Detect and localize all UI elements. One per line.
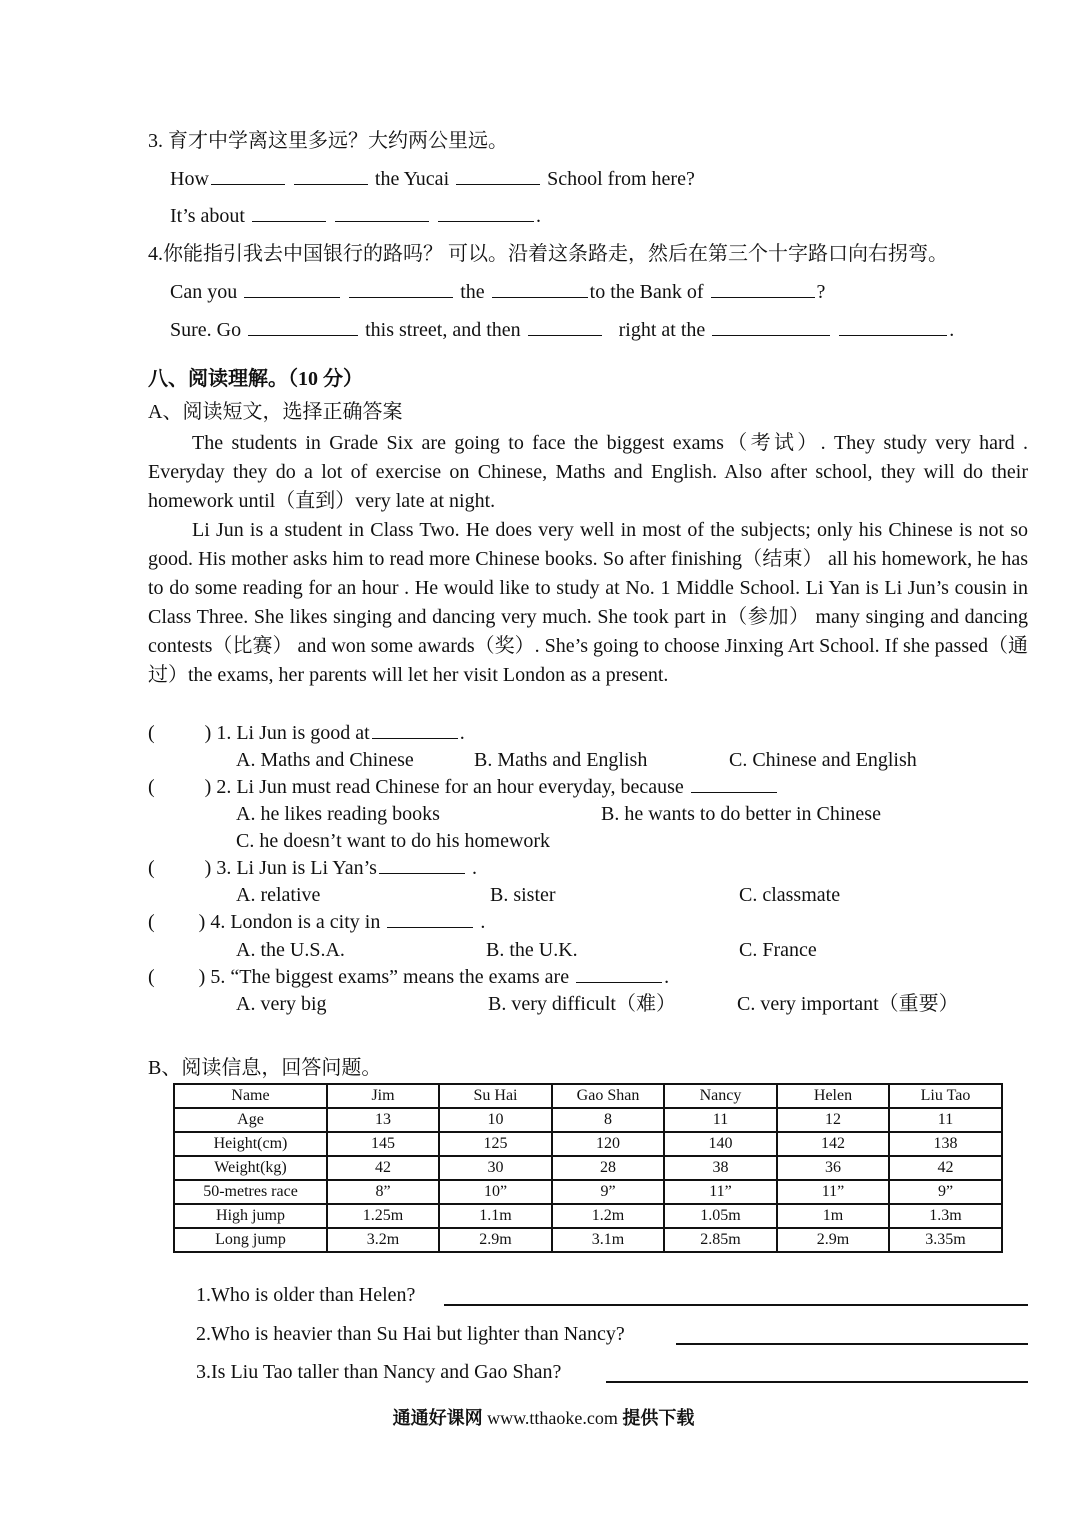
q4-line1-qmark: ?: [816, 281, 826, 303]
table-header-cell: Gao Shan: [552, 1084, 664, 1108]
q4a-paren-close: ): [198, 911, 206, 933]
q3-option-a[interactable]: A. relative: [236, 884, 321, 906]
q1-blank[interactable]: [372, 720, 458, 739]
table-cell: 9”: [552, 1180, 664, 1204]
q2-option-c[interactable]: C. he doesn’t want to do his homework: [236, 830, 551, 852]
q5-option-c[interactable]: C. very important（重要）: [737, 993, 959, 1015]
table-cell: 38: [664, 1156, 777, 1180]
partA-question-1: [148, 720, 465, 746]
table-row: [174, 1108, 1002, 1132]
table-cell: 8: [552, 1108, 664, 1132]
partB-question-1: 1.Who is older than Helen?: [196, 1284, 416, 1306]
table-cell: 42: [889, 1156, 1002, 1180]
table-cell: 125: [439, 1132, 552, 1156]
q3-blank-6[interactable]: [438, 203, 534, 222]
table-header-cell: Liu Tao: [889, 1084, 1002, 1108]
q4-line2-period: .: [949, 319, 955, 341]
table-row: [174, 1156, 1002, 1180]
q3-blank-2[interactable]: [294, 166, 368, 185]
q4-blank-1[interactable]: [244, 279, 340, 298]
table-row: [174, 1204, 1002, 1228]
q5-end: .: [664, 966, 670, 988]
q5-option-a[interactable]: A. very big: [236, 993, 327, 1015]
table-cell: 145: [327, 1132, 439, 1156]
partA-question-4: [148, 909, 485, 935]
partB-title: B、阅读信息，回答问题。: [148, 1057, 382, 1079]
q4-blank-3[interactable]: [492, 279, 588, 298]
table-cell: 12: [777, 1108, 889, 1132]
table-cell: 1m: [777, 1204, 889, 1228]
q4-chinese: 4.你能指引我去中国银行的路吗？ 可以。沿着这条路走，然后在第三个十字路口向右拐弯。: [148, 243, 948, 265]
table-header-cell: Helen: [777, 1084, 889, 1108]
q4a-stem: 4. London is a city in: [210, 911, 381, 933]
q3-line1-text-school: School from here?: [547, 168, 695, 190]
q4a-option-b[interactable]: B. the U.K.: [486, 939, 578, 961]
partA-question-2: [148, 774, 779, 800]
table-header-row: [174, 1084, 1002, 1108]
q2-option-a[interactable]: A. he likes reading books: [236, 803, 440, 825]
table-cell: 1.3m: [889, 1204, 1002, 1228]
table-cell: 3.2m: [327, 1228, 439, 1252]
table-cell: 120: [552, 1132, 664, 1156]
q4a-option-a[interactable]: A. the U.S.A.: [236, 939, 345, 961]
q4-line2-text-right: right at the: [618, 319, 706, 341]
partA-passage: [148, 429, 1028, 690]
q4a-option-c[interactable]: C. France: [739, 939, 817, 961]
q4-blank-4[interactable]: [711, 279, 815, 298]
q4-blank-2[interactable]: [349, 279, 453, 298]
q5-paren-close: ): [198, 966, 206, 988]
partB-question-3: 3.Is Liu Tao taller than Nancy and Gao Shan?: [196, 1361, 562, 1383]
q1-paren-close: ): [204, 722, 212, 744]
q3-blank-1[interactable]: [211, 166, 285, 185]
q1-option-a[interactable]: A. Maths and Chinese: [236, 749, 414, 771]
table-cell: 11”: [777, 1180, 889, 1204]
table-cell: 28: [552, 1156, 664, 1180]
q1-end: .: [459, 722, 465, 744]
table-cell: 142: [777, 1132, 889, 1156]
q3-option-c[interactable]: C. classmate: [739, 884, 841, 906]
q3-line1: [170, 166, 695, 192]
table-header-cell: Su Hai: [439, 1084, 552, 1108]
q2-blank[interactable]: [691, 774, 777, 793]
table-header-cell: Name: [174, 1084, 327, 1108]
table-cell: 2.9m: [777, 1228, 889, 1252]
table-cell: 8”: [327, 1180, 439, 1204]
table-row-label: Weight(kg): [174, 1156, 327, 1180]
q3-blank-5[interactable]: [335, 203, 429, 222]
q4-blank-7[interactable]: [712, 317, 830, 336]
partA-title: A、阅读短文，选择正确答案: [148, 401, 403, 423]
partA-question-5: [148, 964, 669, 990]
q2-paren-close: ): [204, 776, 212, 798]
q5-paren-open: (: [148, 966, 155, 988]
q3-blank-4[interactable]: [252, 203, 326, 222]
q5-stem: 5. “The biggest exams” means the exams are: [210, 966, 570, 988]
q1-paren-open: (: [148, 722, 155, 744]
table-cell: 30: [439, 1156, 552, 1180]
table-cell: 11: [664, 1108, 777, 1132]
table-row: [174, 1132, 1002, 1156]
table-cell: 11”: [664, 1180, 777, 1204]
table-cell: 42: [327, 1156, 439, 1180]
partB-answer-line-3[interactable]: [606, 1381, 1028, 1383]
info-table-body: [174, 1084, 1002, 1252]
q5-option-b[interactable]: B. very difficult（难）: [488, 993, 676, 1015]
q3-stem: 3. Li Jun is Li Yan’s: [216, 857, 377, 879]
q4-line2-text-surego: Sure. Go: [170, 319, 242, 341]
passage-paragraph-2: Li Jun is a student in Class Two. He does very well in most of the subjects; only his Chinese is not so good. His mother asks him to read more Chinese books. So after finishing（结束） all his homework, he has to do some reading for an hour . He would like to study at No. 1 Middle School. Li Yan is Li Jun’s cousin in Class Three. She likes singing and dancing very much. She took part in（参加） many singing and dancing contests（比赛） and won some awards（奖）. She’s going to choose Jinxing Art School. If she passed（通过）the exams, her parents will let her visit London as a present.: [148, 519, 1028, 686]
q4-line1-text-canyou: Can you: [170, 281, 238, 303]
table-cell: 36: [777, 1156, 889, 1180]
partA-question-3: [148, 855, 477, 881]
q4-line2: [170, 317, 954, 343]
table-cell: 1.1m: [439, 1204, 552, 1228]
q4-line1-text-bank: to the Bank of: [589, 281, 704, 303]
table-cell: 3.1m: [552, 1228, 664, 1252]
q3-end: .: [471, 857, 477, 879]
q4-line2-text-street: this street, and then: [365, 319, 521, 341]
q3-paren-close: ): [204, 857, 212, 879]
q4-blank-6[interactable]: [528, 317, 602, 336]
section8-title: 八、阅读理解。（10 分）: [148, 368, 363, 390]
table-cell: 11: [889, 1108, 1002, 1132]
passage-paragraph-1: The students in Grade Six are going to face the biggest exams（考试）. They study very hard . Everyday they do a lot of exercise on Chinese, Maths and English. Also after school, they will do their homework until（直到）very late at night.: [148, 432, 1028, 512]
q3-option-b[interactable]: B. sister: [490, 884, 556, 906]
table-cell: 2.9m: [439, 1228, 552, 1252]
table-header-cell: Nancy: [664, 1084, 777, 1108]
table-cell: 2.85m: [664, 1228, 777, 1252]
q3-blank-3[interactable]: [456, 166, 540, 185]
q1-option-b[interactable]: B. Maths and English: [474, 749, 648, 771]
q1-option-c[interactable]: C. Chinese and English: [729, 749, 917, 771]
table-cell: 1.05m: [664, 1204, 777, 1228]
table-cell: 3.35m: [889, 1228, 1002, 1252]
q2-paren-open: (: [148, 776, 155, 798]
table-row-label: 50-metres race: [174, 1180, 327, 1204]
partB-question-2: 2.Who is heavier than Su Hai but lighter than Nancy?: [196, 1323, 625, 1345]
table-row: [174, 1228, 1002, 1252]
footer-suffix: 提供下载: [622, 1408, 695, 1428]
table-cell: 10: [439, 1108, 552, 1132]
table-cell: 138: [889, 1132, 1002, 1156]
q3-line1-text-how: How: [170, 168, 209, 190]
q2-option-b[interactable]: B. he wants to do better in Chinese: [601, 803, 881, 825]
table-cell: 9”: [889, 1180, 1002, 1204]
table-row-label: Long jump: [174, 1228, 327, 1252]
q4-blank-5[interactable]: [248, 317, 358, 336]
footer: [0, 1404, 1087, 1430]
q5-blank[interactable]: [576, 964, 662, 983]
table-cell: 140: [664, 1132, 777, 1156]
q4-line1: [170, 279, 825, 305]
footer-url[interactable]: www.tthaoke.com: [487, 1408, 618, 1428]
table-row-label: High jump: [174, 1204, 327, 1228]
q3-blank[interactable]: [379, 855, 465, 874]
q4-blank-8[interactable]: [839, 317, 947, 336]
table-cell: 1.2m: [552, 1204, 664, 1228]
q4a-paren-open: (: [148, 911, 155, 933]
table-cell: 10”: [439, 1180, 552, 1204]
q1-stem: 1. Li Jun is good at: [216, 722, 370, 744]
table-cell: 13: [327, 1108, 439, 1132]
table-row: [174, 1180, 1002, 1204]
table-header-cell: Jim: [327, 1084, 439, 1108]
footer-site: 通通好课网: [392, 1408, 483, 1428]
table-cell: 1.25m: [327, 1204, 439, 1228]
partB-answer-line-1[interactable]: [444, 1304, 1028, 1306]
partB-answer-line-2[interactable]: [676, 1343, 1028, 1345]
q3-line1-text-yucai: the Yucai: [374, 168, 450, 190]
table-row-label: Height(cm): [174, 1132, 327, 1156]
q4-line1-text-the: the: [460, 281, 485, 303]
q3-line2-period: .: [536, 205, 541, 227]
table-row-label: Age: [174, 1108, 327, 1132]
info-table: [173, 1083, 1003, 1253]
q4a-end: .: [480, 911, 486, 933]
q3-chinese: 3. 育才中学离这里多远？大约两公里远。: [148, 130, 508, 152]
q3-paren-open: (: [148, 857, 155, 879]
q3-line2: [170, 203, 541, 229]
q4a-blank[interactable]: [387, 909, 473, 928]
q2-stem: 2. Li Jun must read Chinese for an hour everyday, because: [216, 776, 684, 798]
q3-line2-text-about: It’s about: [170, 205, 245, 227]
